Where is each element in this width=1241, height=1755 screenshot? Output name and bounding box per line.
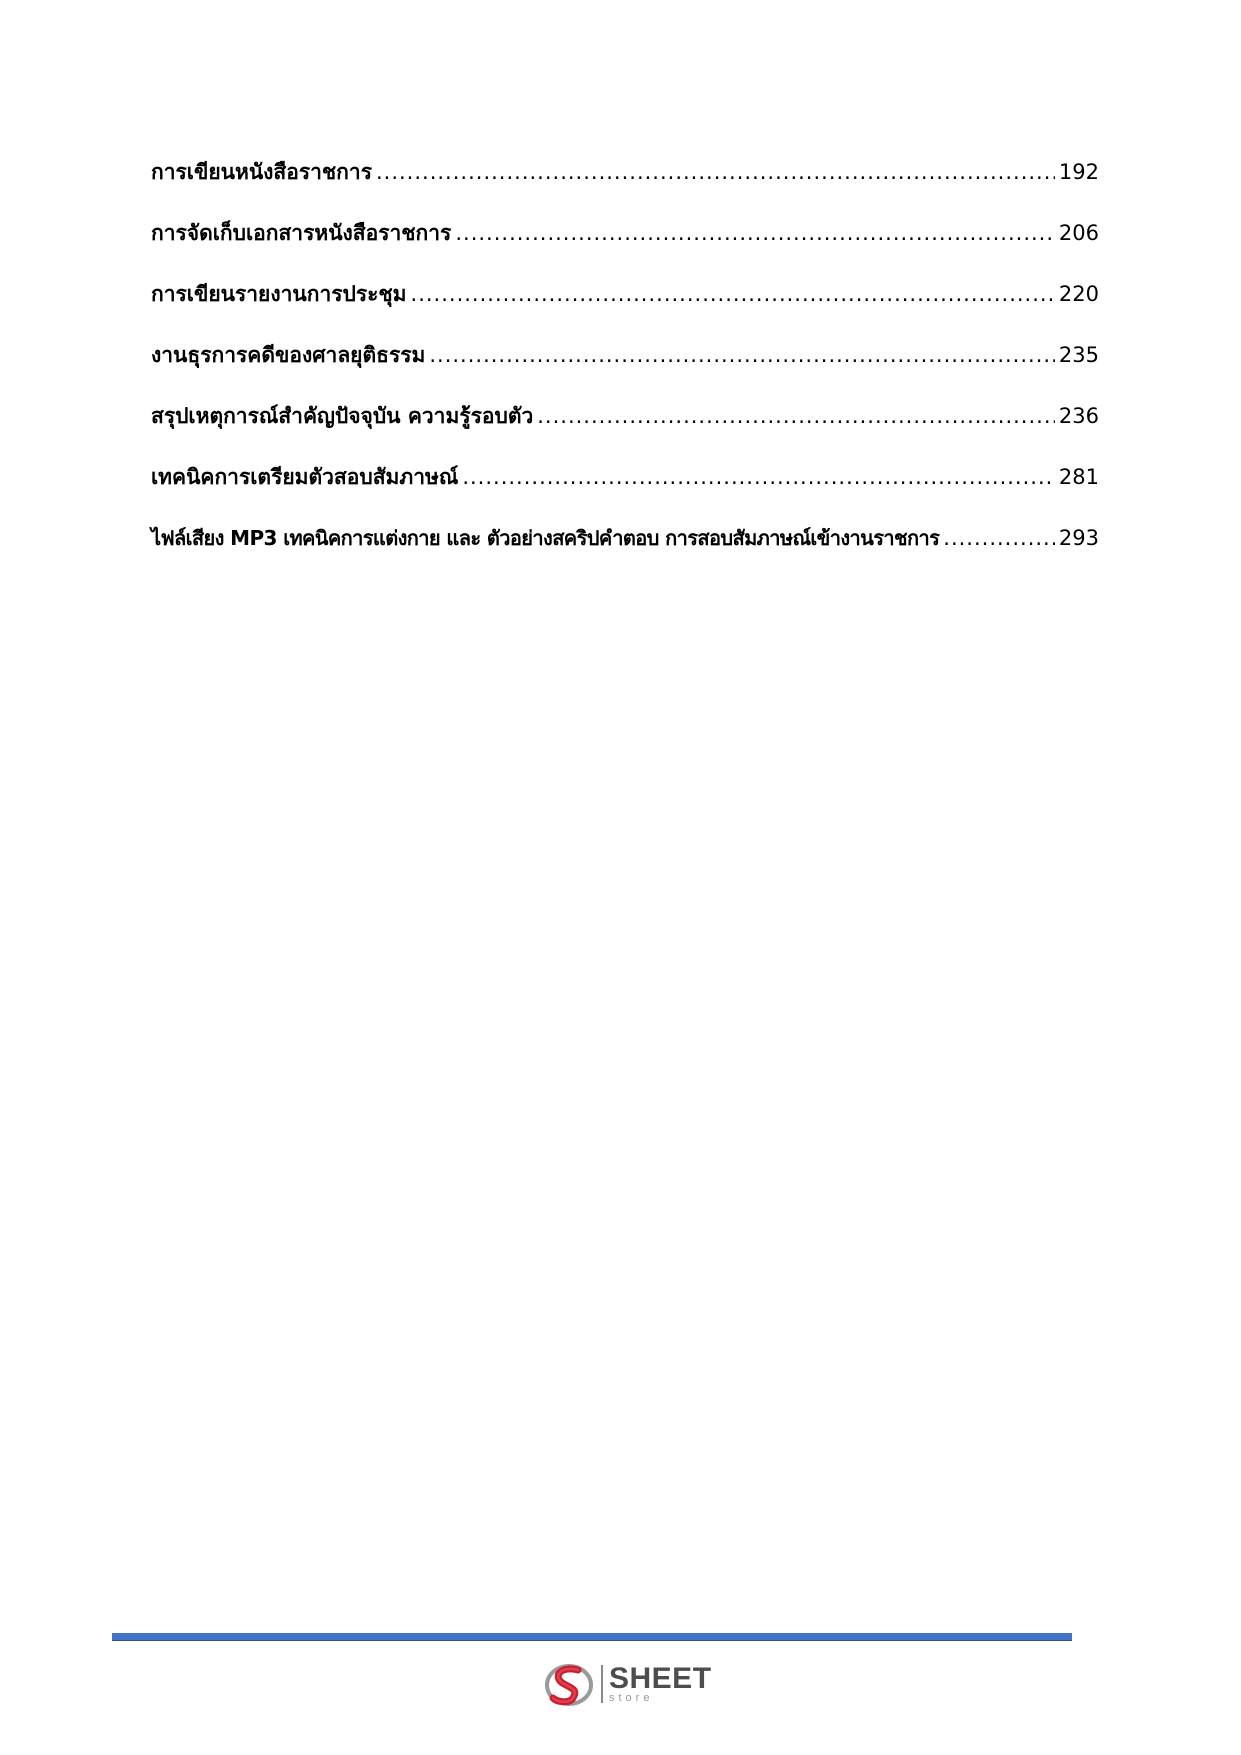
toc-entry-title: สรุปเหตุการณ์สำคัญปัจจุบัน ความรู้รอบตัว — [151, 404, 534, 428]
toc-entry-page: 293 — [1058, 526, 1099, 550]
toc-entry-page: 206 — [1058, 221, 1099, 245]
logo-wordmark — [609, 1664, 712, 1704]
toc-dot-leader — [462, 457, 1055, 497]
logo-subword: store — [609, 1692, 654, 1704]
toc-dot-leader — [429, 335, 1055, 375]
toc-entry-page: 236 — [1058, 404, 1099, 428]
toc-entry-title: งานธุรการคดีของศาลยุติธรรม — [151, 343, 426, 367]
toc-entry-page: 235 — [1058, 343, 1099, 367]
toc-entry-title: การจัดเก็บเอกสารหนังสือราชการ — [151, 221, 452, 245]
toc-entry[interactable] — [151, 396, 1099, 457]
toc-dot-leader — [376, 152, 1055, 192]
toc-entry[interactable] — [151, 335, 1099, 396]
footer-logo — [543, 1658, 713, 1710]
table-of-contents — [151, 152, 1099, 579]
toc-entry-title: ไฟล์เสียง MP3 เทคนิคการแต่งกาย และ ตัวอย่างสคริปคำตอบ การสอบสัมภาษณ์เข้างานราชการ — [151, 526, 940, 550]
toc-dot-leader — [537, 396, 1055, 436]
sheet-store-s-logo-icon — [543, 1658, 595, 1710]
toc-entry[interactable] — [151, 457, 1099, 518]
toc-entry-page: 192 — [1058, 160, 1099, 184]
toc-dot-leader — [411, 274, 1055, 314]
toc-dot-leader — [455, 213, 1055, 253]
footer-divider-rule — [112, 1633, 1072, 1641]
toc-entry-title: เทคนิคการเตรียมตัวสอบสัมภาษณ์ — [151, 465, 459, 489]
toc-entry[interactable] — [151, 213, 1099, 274]
toc-entry[interactable] — [151, 518, 1099, 579]
logo-word: SHEET — [609, 1662, 712, 1695]
toc-entry[interactable] — [151, 152, 1099, 213]
toc-entry[interactable] — [151, 274, 1099, 335]
logo-divider — [601, 1665, 603, 1703]
toc-entry-page: 220 — [1058, 282, 1099, 306]
toc-entry-title: การเขียนหนังสือราชการ — [151, 160, 372, 184]
toc-entry-title: การเขียนรายงานการประชุม — [151, 282, 407, 306]
toc-entry-page: 281 — [1058, 465, 1099, 489]
toc-dot-leader — [943, 518, 1055, 558]
